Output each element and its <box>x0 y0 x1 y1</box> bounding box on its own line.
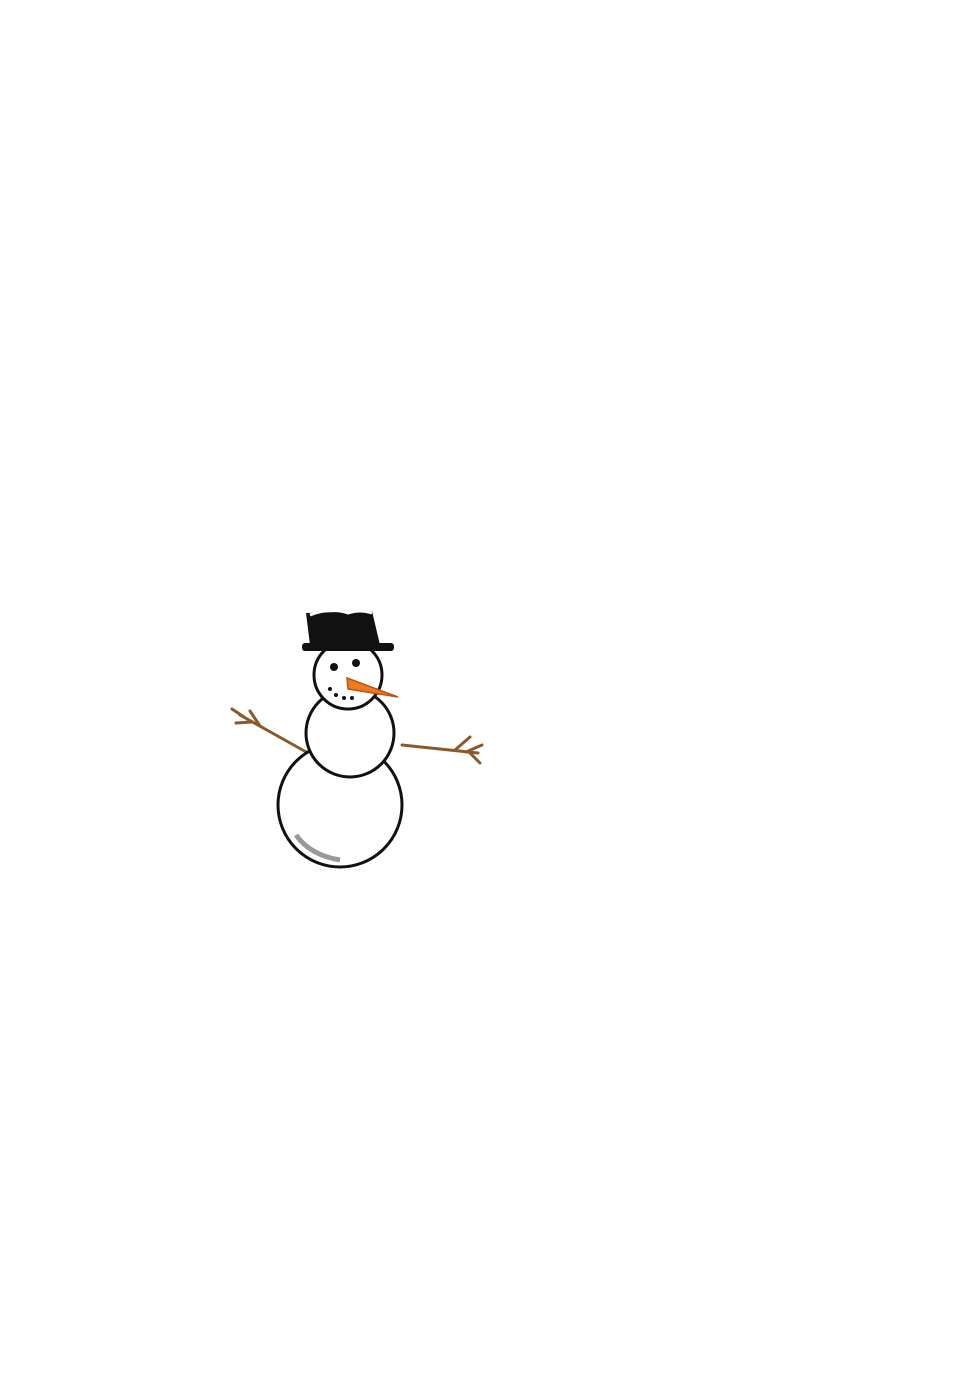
snowman-icon <box>230 605 490 875</box>
page-content <box>80 0 880 1389</box>
snowflake-border-right <box>916 44 960 1345</box>
snowflake-border-left <box>0 44 44 1345</box>
